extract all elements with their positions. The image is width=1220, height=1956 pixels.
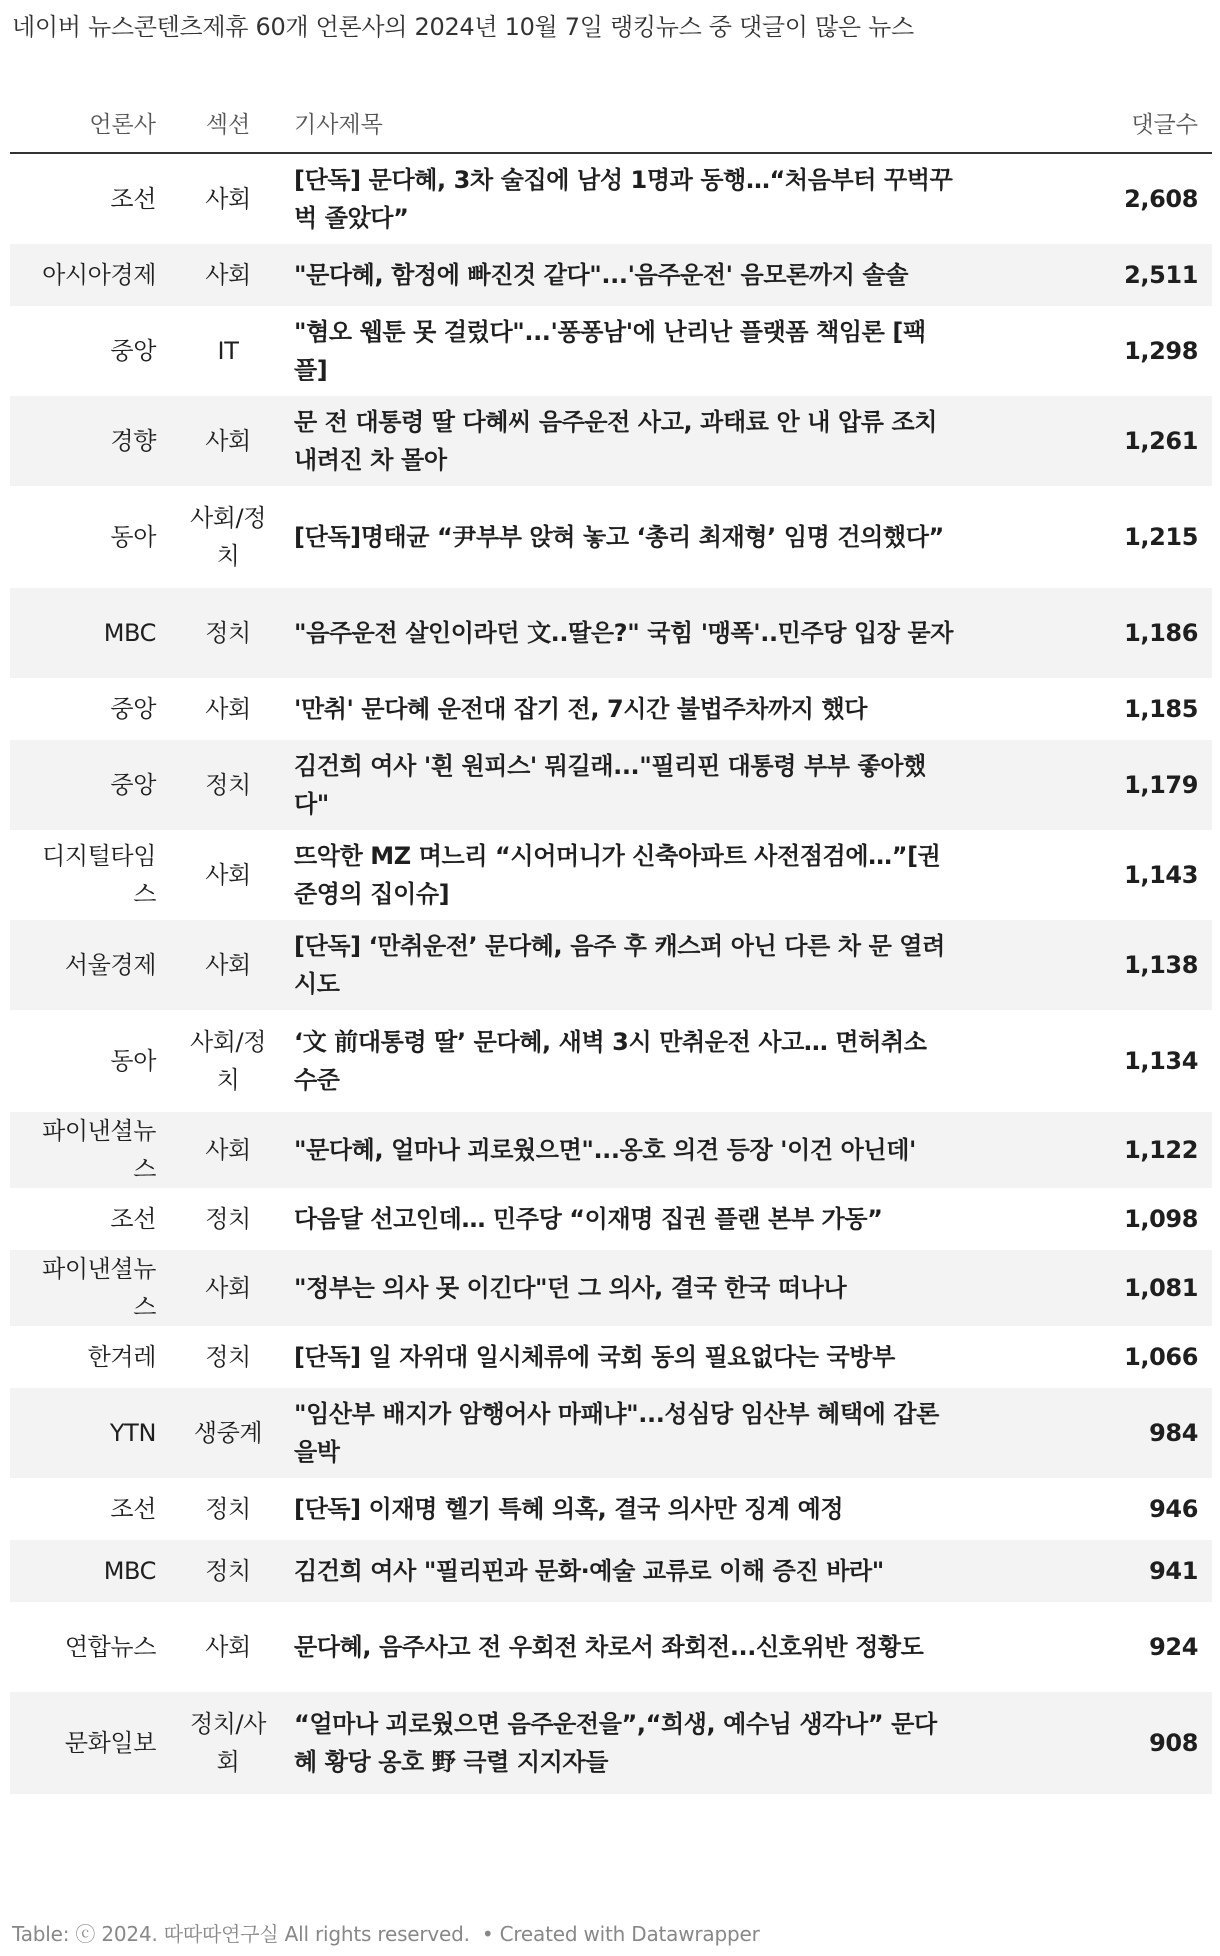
table-row (10, 588, 1212, 678)
section-cell: 생중계 (170, 1388, 286, 1478)
comment-count-cell: 1,185 (976, 678, 1212, 740)
headline-cell: [단독] 문다혜, 3차 술집에 남성 1명과 동행…“처음부터 꾸벅꾸벅 졸았다” (286, 153, 976, 244)
table-footer (12, 1920, 766, 1948)
table-row (10, 244, 1212, 306)
section-cell: 정치 (170, 1326, 286, 1388)
headline-cell: '만취' 문다혜 운전대 잡기 전, 7시간 불법주차까지 했다 (286, 678, 976, 740)
publisher-cell: MBC (10, 1540, 170, 1602)
headline-cell: 문다혜, 음주사고 전 우회전 차로서 좌회전...신호위반 정황도 (286, 1602, 976, 1692)
publisher-cell: 중앙 (10, 740, 170, 830)
table-row (10, 1388, 1212, 1478)
headline-cell: "문다혜, 함정에 빠진것 같다"...'음주운전' 음모론까지 솔솔 (286, 244, 976, 306)
table-row (10, 1540, 1212, 1602)
comment-count-cell: 1,186 (976, 588, 1212, 678)
publisher-cell: 동아 (10, 486, 170, 588)
comment-count-cell: 1,138 (976, 920, 1212, 1010)
headline-cell: 뜨악한 MZ 며느리 “시어머니가 신축아파트 사전점검에…”[권준영의 집이슈] (286, 830, 976, 920)
comment-count-cell: 941 (976, 1540, 1212, 1602)
section-cell: 사회/정치 (170, 1010, 286, 1112)
table-row (10, 740, 1212, 830)
comment-count-cell: 946 (976, 1478, 1212, 1540)
section-cell: 사회 (170, 1602, 286, 1692)
table-body (10, 153, 1212, 1794)
table-row (10, 1326, 1212, 1388)
comment-count-cell: 2,608 (976, 153, 1212, 244)
comment-count-cell: 908 (976, 1692, 1212, 1794)
table-row (10, 1250, 1212, 1326)
section-cell: 사회 (170, 1112, 286, 1188)
comment-count-cell: 1,134 (976, 1010, 1212, 1112)
headline-cell: [단독] 일 자위대 일시체류에 국회 동의 필요없다는 국방부 (286, 1326, 976, 1388)
comment-count-cell: 924 (976, 1602, 1212, 1692)
column-header-section[interactable]: 섹션 (170, 92, 286, 153)
comment-count-cell: 1,261 (976, 396, 1212, 486)
section-cell: 사회 (170, 678, 286, 740)
comment-count-cell: 1,298 (976, 306, 1212, 396)
publisher-cell: 디지털타임스 (10, 830, 170, 920)
table-row (10, 678, 1212, 740)
section-cell: 사회 (170, 830, 286, 920)
headline-cell: 문 전 대통령 딸 다혜씨 음주운전 사고, 과태료 안 내 압류 조치 내려진 차 몰아 (286, 396, 976, 486)
headline-cell: [단독] 이재명 헬기 특혜 의혹, 결국 의사만 징계 예정 (286, 1478, 976, 1540)
section-cell: 정치 (170, 1540, 286, 1602)
table-row (10, 1112, 1212, 1188)
headline-cell: "임산부 배지가 암행어사 마패냐"...성심당 임산부 혜택에 갑론을박 (286, 1388, 976, 1478)
comment-count-cell: 1,122 (976, 1112, 1212, 1188)
headline-cell: "음주운전 살인이라던 文..딸은?" 국힘 '맹폭'..민주당 입장 묻자 (286, 588, 976, 678)
headline-cell: 다음달 선고인데… 민주당 “이재명 집권 플랜 본부 가동” (286, 1188, 976, 1250)
publisher-cell: 조선 (10, 153, 170, 244)
column-header-comments[interactable]: 댓글수 (976, 92, 1212, 153)
headline-cell: 김건희 여사 "필리핀과 문화·예술 교류로 이해 증진 바라" (286, 1540, 976, 1602)
section-cell: 정치 (170, 1478, 286, 1540)
table-row (10, 1478, 1212, 1540)
created-with-note[interactable]: • Created with Datawrapper (481, 1922, 760, 1946)
comment-count-cell: 1,143 (976, 830, 1212, 920)
section-cell: 사회/정치 (170, 486, 286, 588)
publisher-cell: MBC (10, 588, 170, 678)
publisher-cell: 서울경제 (10, 920, 170, 1010)
table-row (10, 1010, 1212, 1112)
publisher-cell: 파이낸셜뉴스 (10, 1250, 170, 1326)
headline-cell: ‘文 前대통령 딸’ 문다혜, 새벽 3시 만취운전 사고… 면허취소 수준 (286, 1010, 976, 1112)
headline-cell: "문다혜, 얼마나 괴로웠으면"...옹호 의견 등장 '이건 아닌데' (286, 1112, 976, 1188)
comment-count-cell: 1,066 (976, 1326, 1212, 1388)
headline-cell: "혐오 웹툰 못 걸렀다"...'퐁퐁남'에 난리난 플랫폼 책임론 [팩플] (286, 306, 976, 396)
comment-count-cell: 2,511 (976, 244, 1212, 306)
comment-count-cell: 1,098 (976, 1188, 1212, 1250)
section-cell: 정치 (170, 1188, 286, 1250)
publisher-cell: 중앙 (10, 678, 170, 740)
publisher-cell: 중앙 (10, 306, 170, 396)
headline-cell: [단독]명태균 “尹부부 앉혀 놓고 ‘총리 최재형’ 임명 건의했다” (286, 486, 976, 588)
comment-count-cell: 984 (976, 1388, 1212, 1478)
ranking-news-table (10, 92, 1212, 1794)
table-row (10, 1602, 1212, 1692)
table-row (10, 830, 1212, 920)
header-row (10, 92, 1212, 153)
table-row (10, 396, 1212, 486)
section-cell: 정치 (170, 740, 286, 830)
copyright-credit: Table: ⓒ 2024. 따따따연구실 All rights reserved. (12, 1922, 470, 1946)
publisher-cell: 파이낸셜뉴스 (10, 1112, 170, 1188)
publisher-cell: 경향 (10, 396, 170, 486)
section-cell: 사회 (170, 244, 286, 306)
table-row (10, 153, 1212, 244)
section-cell: 사회 (170, 920, 286, 1010)
headline-cell: "정부는 의사 못 이긴다"던 그 의사, 결국 한국 떠나나 (286, 1250, 976, 1326)
section-cell: 사회 (170, 396, 286, 486)
section-cell: 정치 (170, 588, 286, 678)
section-cell: 사회 (170, 1250, 286, 1326)
column-header-publisher[interactable]: 언론사 (10, 92, 170, 153)
publisher-cell: 동아 (10, 1010, 170, 1112)
comment-count-cell: 1,215 (976, 486, 1212, 588)
comment-count-cell: 1,081 (976, 1250, 1212, 1326)
table-row (10, 486, 1212, 588)
section-cell: 사회 (170, 153, 286, 244)
table-row (10, 306, 1212, 396)
table-row (10, 920, 1212, 1010)
headline-cell: 김건희 여사 '흰 원피스' 뭐길래..."필리핀 대통령 부부 좋아했다" (286, 740, 976, 830)
publisher-cell: 아시아경제 (10, 244, 170, 306)
publisher-cell: YTN (10, 1388, 170, 1478)
headline-cell: [단독] ‘만취운전’ 문다혜, 음주 후 캐스퍼 아닌 다른 차 문 열려 시도 (286, 920, 976, 1010)
table-title: 네이버 뉴스콘텐츠제휴 60개 언론사의 2024년 10월 7일 랭킹뉴스 중 댓글이 많은 뉴스 (12, 13, 914, 41)
section-cell: IT (170, 306, 286, 396)
table-row (10, 1692, 1212, 1794)
table-row (10, 1188, 1212, 1250)
publisher-cell: 조선 (10, 1478, 170, 1540)
publisher-cell: 한겨레 (10, 1326, 170, 1388)
publisher-cell: 연합뉴스 (10, 1602, 170, 1692)
headline-cell: “얼마나 괴로웠으면 음주운전을”,“희생, 예수님 생각나” 문다혜 황당 옹호 野 극렬 지지자들 (286, 1692, 976, 1794)
comment-count-cell: 1,179 (976, 740, 1212, 830)
publisher-cell: 문화일보 (10, 1692, 170, 1794)
publisher-cell: 조선 (10, 1188, 170, 1250)
column-header-headline[interactable]: 기사제목 (286, 92, 976, 153)
section-cell: 정치/사회 (170, 1692, 286, 1794)
